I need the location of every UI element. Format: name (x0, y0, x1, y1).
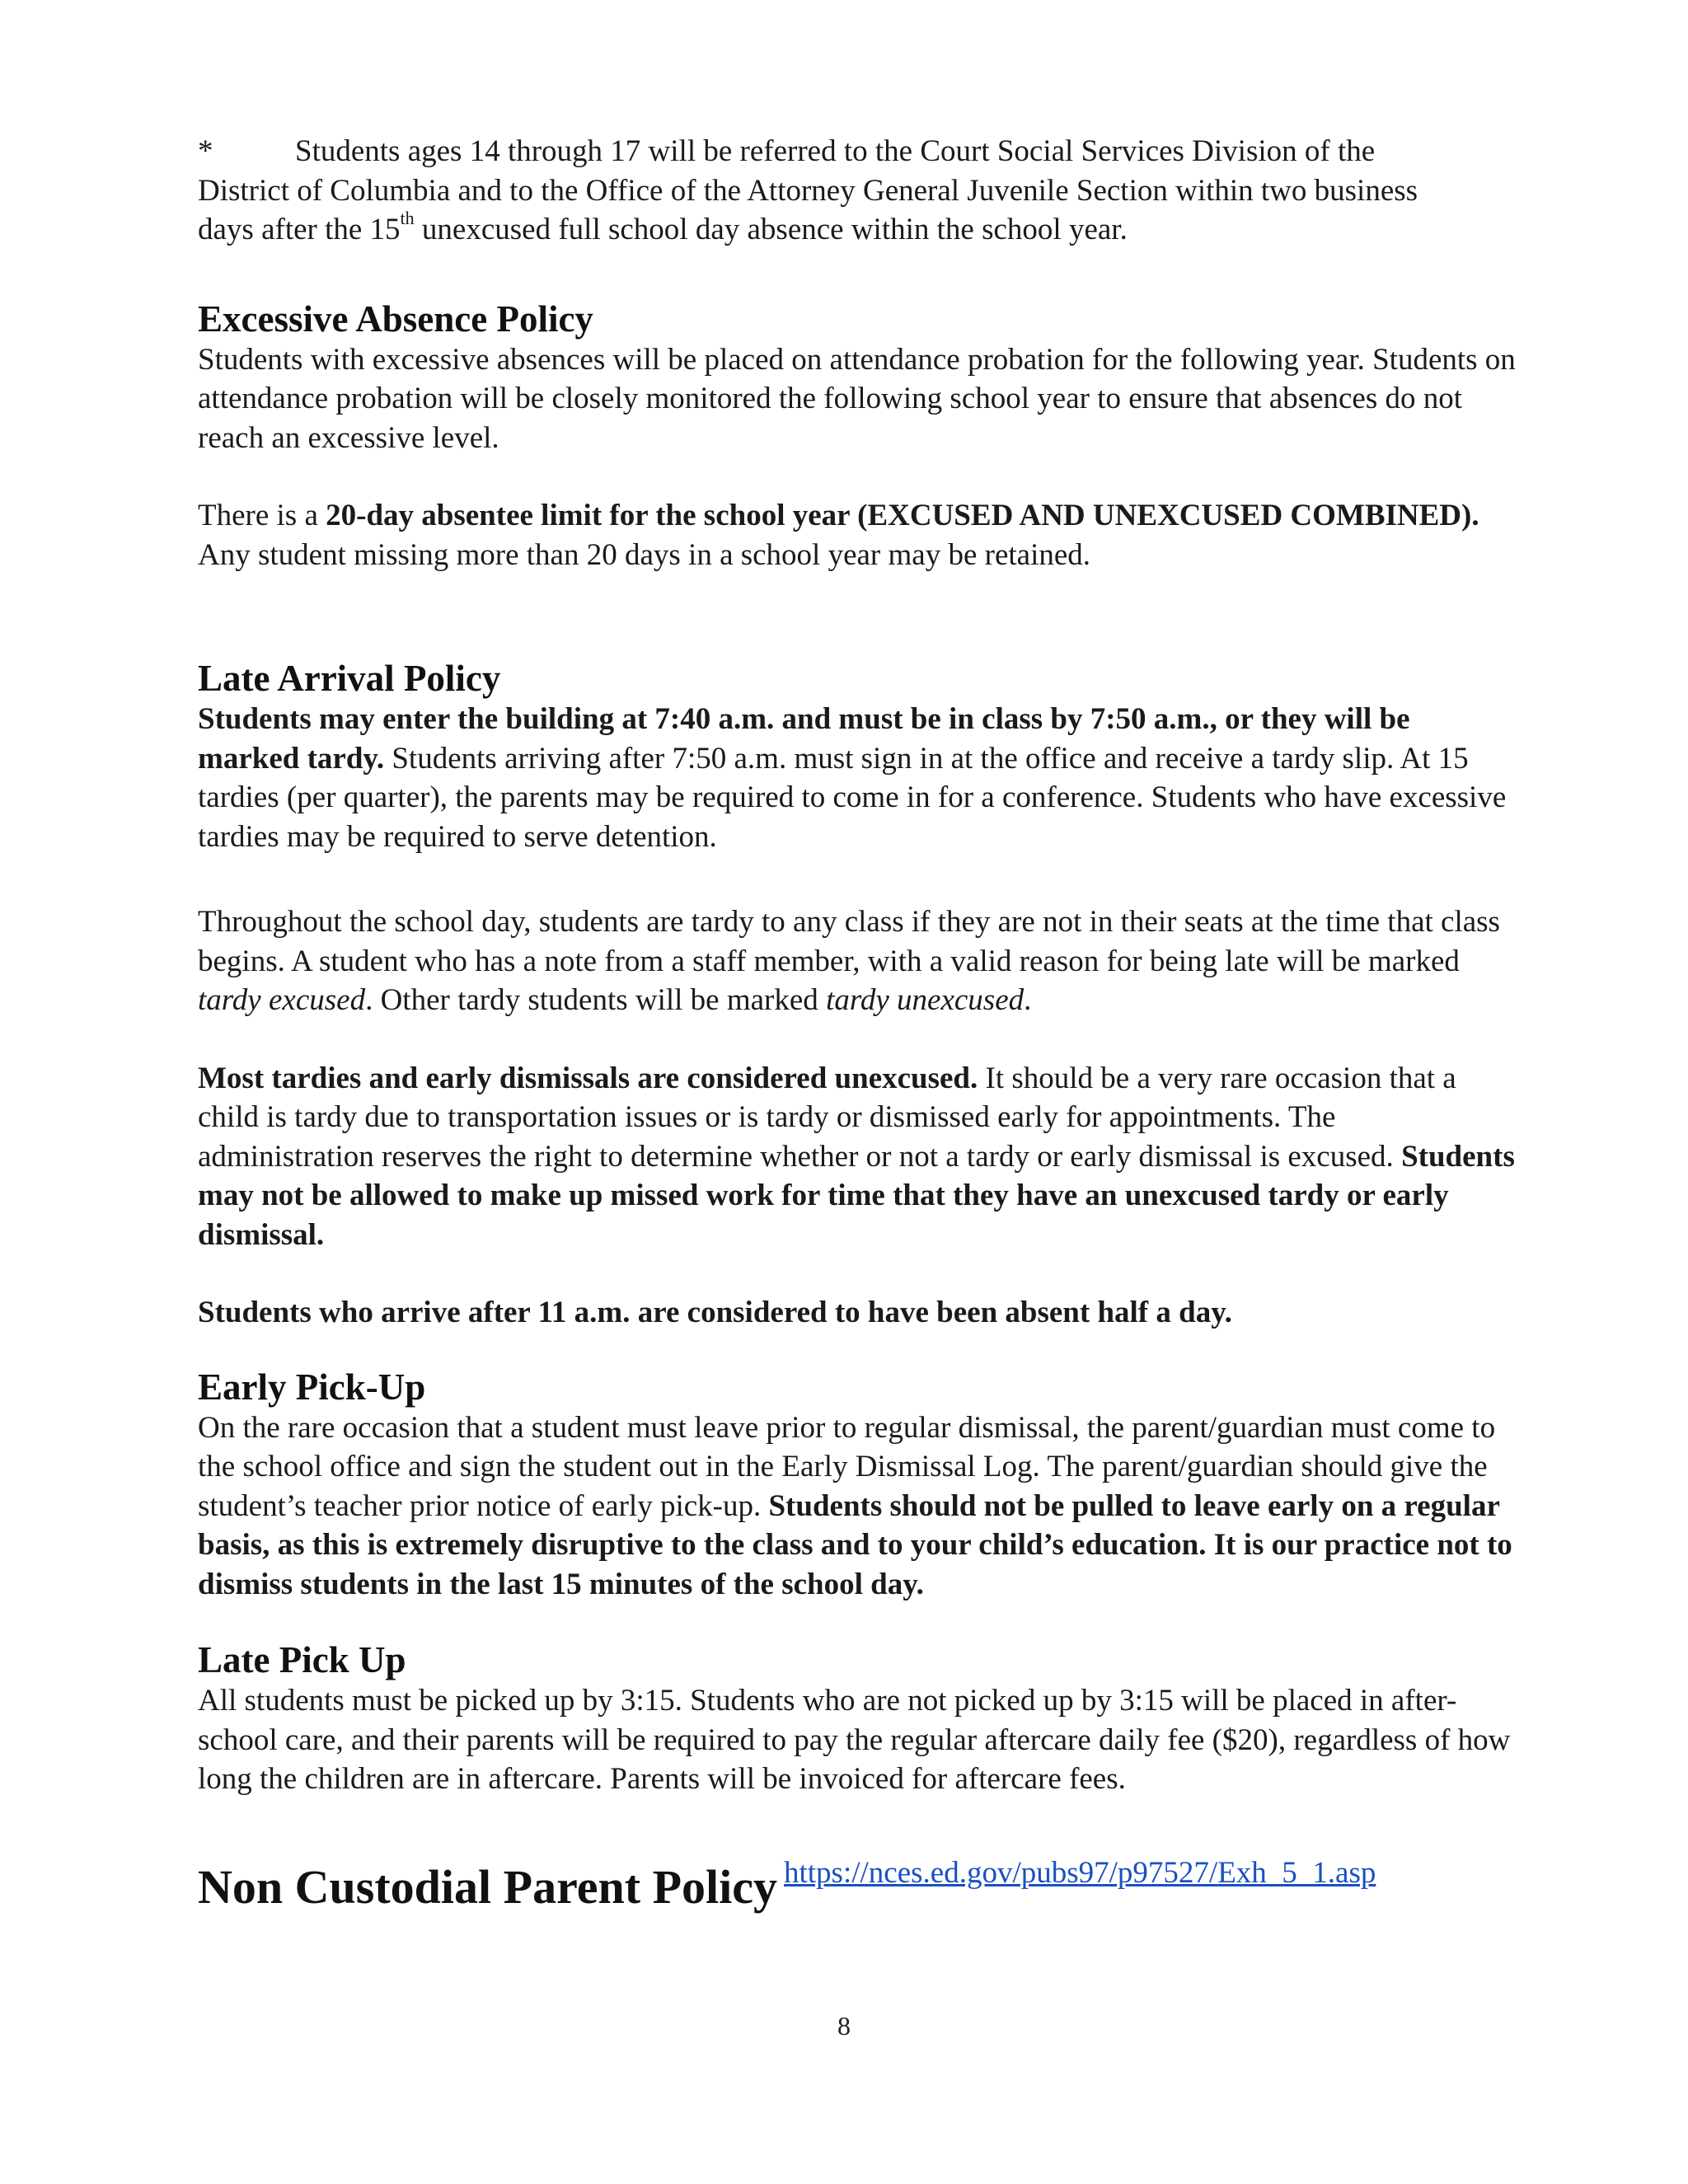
tardy-text-pre: Throughout the school day, students are tardy to any class if they are not in their seats at the time that class begins. A student who has a note from a staff member, with a valid reason for being late will be marked (198, 905, 1500, 978)
late-pickup-paragraph: All students must be picked up by 3:15. Students who are not picked up by 3:15 will be placed in after-school care, and their parents will be required to pay the regular aftercare daily fee ($20), regardless of how long the children are in aftercare. Parents will be invoiced for aftercare fees. (198, 1684, 1511, 1796)
early-pickup-bold: Students should not be pulled to leave early on a regular basis, as this is extremely disruptive to the class and to your child’s education. It is our practice not to dismiss students in the last 15 minutes of the school day. (198, 1488, 1512, 1601)
early-pickup-heading: Early Pick-Up (198, 1366, 426, 1408)
tardy-excused-term: tardy excused (198, 983, 366, 1017)
policy-link[interactable]: https://nces.ed.gov/pubs97/p97527/Exh_5_1.asp (784, 1856, 1376, 1890)
late-arrival-paragraph-1 (198, 700, 1517, 856)
page-number: 8 (837, 2011, 851, 2041)
late-arrival-paragraph-3 (198, 1059, 1517, 1255)
tardy-text-end: . (1024, 983, 1032, 1017)
late-arrival-paragraph-2 (198, 902, 1517, 1020)
absentee-limit-post: Any student missing more than 20 days in a school year may be retained. (198, 537, 1091, 572)
excessive-absence-heading: Excessive Absence Policy (198, 298, 593, 340)
tardy-unexcused-term: tardy unexcused (826, 983, 1025, 1017)
footnote (198, 132, 1517, 250)
late-arrival-bold: Students may enter the building at 7:40 a.m. and must be in class by 7:50 a.m., or they will be marked tardy. (198, 702, 1410, 776)
absentee-limit-pre: There is a (198, 499, 326, 532)
absentee-limit-bold: 20-day absentee limit for the school year (EXCUSED AND UNEXCUSED COMBINED). (326, 499, 1479, 532)
early-pickup-paragraph (198, 1408, 1517, 1605)
excessive-absence-paragraph: Students with excessive absences will be placed on attendance probation for the following year. Students on attendance probation will be closely monitored the following school year to ensure that absences do not reach an excessive level. (198, 342, 1516, 455)
tardy-text-mid: . Other tardy students will be marked (365, 983, 827, 1017)
footnote-superscript: th (400, 208, 415, 228)
footnote-line3-post: unexcused full school day absence within the school year. (414, 213, 1128, 246)
absentee-limit-paragraph (198, 496, 1517, 574)
late-pickup-heading: Late Pick Up (198, 1639, 406, 1680)
late-arrival-heading: Late Arrival Policy (198, 658, 501, 699)
non-custodial-heading: Non Custodial Parent Policy (198, 1860, 777, 1914)
unexcused-explanation: It should be a very rare occasion that a child is tardy due to transportation issues or is tardy or dismissed early for appointments. The administration reserves the right to determine whether or not a tardy or early dismissal is excused. (198, 1061, 1456, 1174)
non-custodial-section (198, 1858, 1376, 1916)
footnote-line2: District of Columbia and to the Office of the Attorney General Juvenile Section within two business (198, 173, 1418, 208)
footnote-line3-pre: days after the 15 (198, 213, 401, 246)
makeup-work-statement: Students may not be allowed to make up missed work for time that they have an unexcused tardy or early dismissal. (198, 1139, 1515, 1252)
half-day-statement: Students who arrive after 11 a.m. are considered to have been absent half a day. (198, 1296, 1232, 1329)
footnote-line1: Students ages 14 through 17 will be referred to the Court Social Services Division of the (295, 134, 1376, 168)
late-arrival-rest: Students arriving after 7:50 a.m. must sign in at the office and receive a tardy slip. At 15 tardies (per quarter), the parents may be required to come in for a conference. Students who have excessive tardies may be required to serve detention. (198, 741, 1507, 854)
early-pickup-text: On the rare occasion that a student must leave prior to regular dismissal, the parent/guardian must come to the school office and sign the student out in the Early Dismissal Log. The parent/guardian should give the student’s teacher prior notice of early pick-up. (198, 1410, 1496, 1523)
footnote-marker: * (198, 134, 213, 168)
unexcused-statement: Most tardies and early dismissals are considered unexcused. (198, 1061, 978, 1095)
document-body (198, 132, 1517, 1799)
